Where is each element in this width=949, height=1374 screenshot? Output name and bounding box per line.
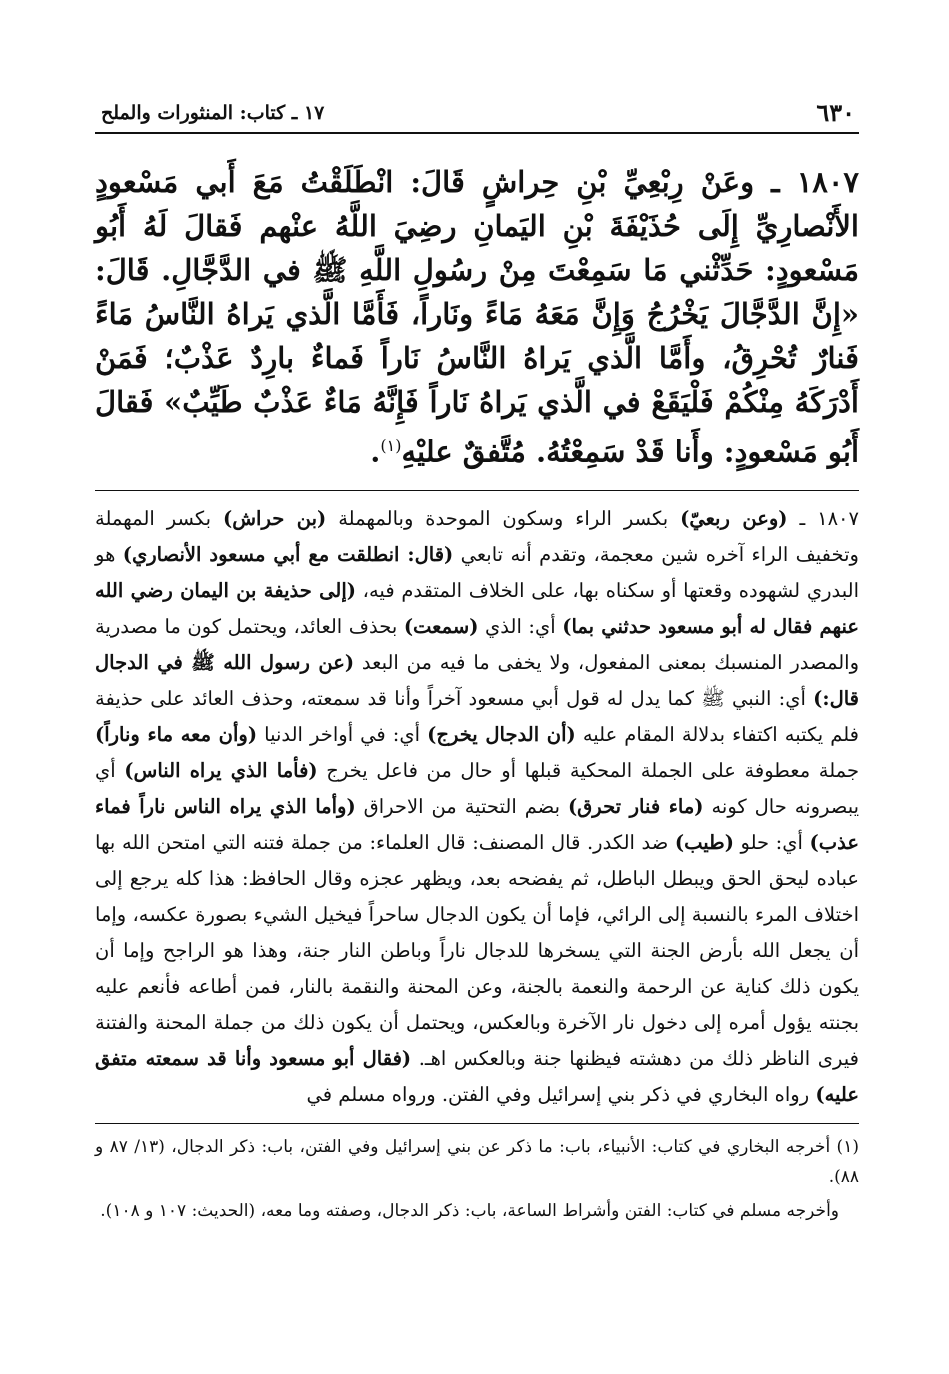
- commentary-text: أي: حلو: [733, 830, 810, 854]
- footnotes: [95, 1132, 859, 1226]
- commentary-divider: [95, 490, 859, 491]
- commentary-text: بكسر الراء وسكون الموحدة وبالمهملة: [326, 506, 681, 530]
- commentary-text: بكسر المهملة وتخفيف الراء آخره شين معجمة، وتقدم أنه تابعي: [95, 506, 859, 566]
- commentary: [95, 501, 859, 1113]
- commentary-quoted-phrase: (إلى حذيفة بن اليمان رضي الله عنهم فقال له أبو مسعود حدثني بما): [95, 578, 859, 638]
- running-title: ١٧ ـ كتاب: المنثورات والملح: [101, 102, 325, 124]
- commentary-quoted-phrase: (وأن معه ماء وناراً): [95, 722, 258, 746]
- commentary-paragraph: [95, 501, 859, 1113]
- commentary-quoted-phrase: (سمعت): [403, 614, 479, 638]
- commentary-quoted-phrase: (قال: انطلقت مع أبي مسعود الأنصاري): [122, 542, 454, 566]
- hadith-number: ١٨٠٧: [796, 165, 859, 199]
- hadith-end-period: .: [370, 434, 381, 469]
- commentary-text: ضد الكدر. قال المصنف: قال العلماء: من جملة فتنه التي امتحن الله بها عباده ليحق الحق ويبطل الباطل، ثم يفضحه بعد، ويظهر عجزه وقال الحافظ: هذا كله يرجع إلى اختلاف المرء بالنسبة إلى الرائي، فإما أن يكون الدجال ساحراً فيخيل الشيء بصورة عكسه، وإما أن يجعل الله بأرض الجنة التي يسخرها للدجال ناراً وباطن النار جنة، وهذا هو الراجح وإما أن يكون ذلك كناية عن الرحمة والنعمة بالجنة، وعن المحنة والنقمة بالنار، فمن أطاعه فأنعم عليه بجنته يؤول أمره إلى دخول نار الآخرة وبالعكس، ويحتمل أن يكون ذلك من جملة المحنة والفتنة فيرى الناظر ذلك من دهشته فيظنها جنة وبالعكس اهـ.: [95, 830, 859, 1070]
- commentary-quoted-phrase: (فقال أبو مسعود وأنا قد سمعته متفق عليه): [95, 1046, 859, 1106]
- commentary-quoted-phrase: (وأما الذي يراه الناس ناراً فماء عذب): [95, 794, 859, 854]
- commentary-text: ١٨٠٧ ـ: [787, 506, 859, 530]
- footnote-1-continued: وأخرجه مسلم في كتاب: الفتن وأشراط الساعة، باب: ذكر الدجال، وصفته وما معه، (الحديث: ١٠٧ و ١٠٨).: [100, 1200, 839, 1221]
- commentary-quoted-phrase: (أن الدجال يخرج): [427, 722, 576, 746]
- hadith-text: [95, 160, 859, 474]
- commentary-text: بحذف العائد، ويحتمل كون ما مصدرية والمصدر المنسبك بمعنى المفعول، ولا يخفى ما فيه من البعد: [95, 614, 860, 674]
- commentary-text: رواه البخاري في ذكر بني إسرائيل وفي الفتن. ورواه مسلم في: [306, 1082, 816, 1106]
- footnote-1: (١) أخرجه البخاري في كتاب: الأنبياء، باب: ما ذكر عن بني إسرائيل وفي الفتن، باب: ذكر الدجال، (١٣/ ٨٧ و ٨٨).: [95, 1136, 859, 1187]
- commentary-quoted-phrase: (طيب): [674, 830, 734, 854]
- commentary-text: أي: الذي: [478, 614, 563, 638]
- commentary-text: أي: في أواخر الدنيا: [257, 722, 428, 746]
- commentary-text: جملة معطوفة على الجملة المحكية قبلها أو حال من فاعل يخرج: [317, 758, 860, 782]
- book-page: [95, 92, 859, 1230]
- commentary-text: هو البدري لشهوده وقعتها أو سكناه بها، على الخلاف المتقدم فيه،: [95, 542, 859, 602]
- commentary-quoted-phrase: (عن رسول الله ﷺ في الدجال قال:): [95, 650, 859, 710]
- commentary-quoted-phrase: (وعن ربعيّ): [680, 506, 788, 530]
- page-number: ٦٣٠: [816, 98, 855, 127]
- commentary-quoted-phrase: (فأما الذي يراه الناس): [124, 758, 318, 782]
- page-header: [95, 92, 859, 134]
- footnote-reference: (١): [380, 436, 402, 455]
- commentary-text: بضم التحتية من الاحراق: [355, 794, 568, 818]
- footnotes-divider: [95, 1123, 859, 1124]
- commentary-quoted-phrase: (ماء فنار تحرق): [567, 794, 704, 818]
- commentary-quoted-phrase: (بن حراش): [223, 506, 327, 530]
- commentary-text: أي: النبي ﷺ كما يدل له قول أبي مسعود آخراً وأنا قد سمعته، وحذف العائد على حذيفة فلم يكتبه اكتفاء بدلالة المقام عليه: [95, 686, 859, 746]
- commentary-text: أي يبصرونه حال كونه: [95, 758, 860, 818]
- hadith-body: ـ وعَنْ رِبْعِيِّ بْنِ حِراشٍ قَالَ: انْطَلَقْتُ مَعَ أَبي مَسْعودٍ الأَنْصارِيِّ إِلَى حُذَيْفَةَ بْنِ اليَمانِ رضِيَ اللَّهُ عنْهم فَقالَ لَهُ أَبُو مَسْعودٍ: حَدِّثْني مَا سَمِعْتَ مِنْ رسُولِ اللَّهِ ﷺ في الدَّجَّالِ. قَالَ: «إِنَّ الدَّجَّالَ يَخْرُجُ وَإِنَّ مَعَهُ مَاءً ونَاراً، فَأَمَّا الَّذي يَراهُ النَّاسُ مَاءً فَنارٌ تُحْرِقُ، وأَمَّا الَّذي يَراهُ النَّاسُ نَاراً فَماءٌ بارِدٌ عَذْبٌ؛ فَمَنْ أَدْرَكَهُ مِنْكُمْ فَلْيَقَعْ في الَّذي يَراهُ نَاراً فَإِنَّهُ مَاءٌ عَذْبٌ طَيِّبٌ» فَقالَ أَبُو مَسْعودٍ: وأَنا قَدْ سَمِعْتُهُ. مُتَّفقٌ عليْهِ: [95, 165, 859, 469]
